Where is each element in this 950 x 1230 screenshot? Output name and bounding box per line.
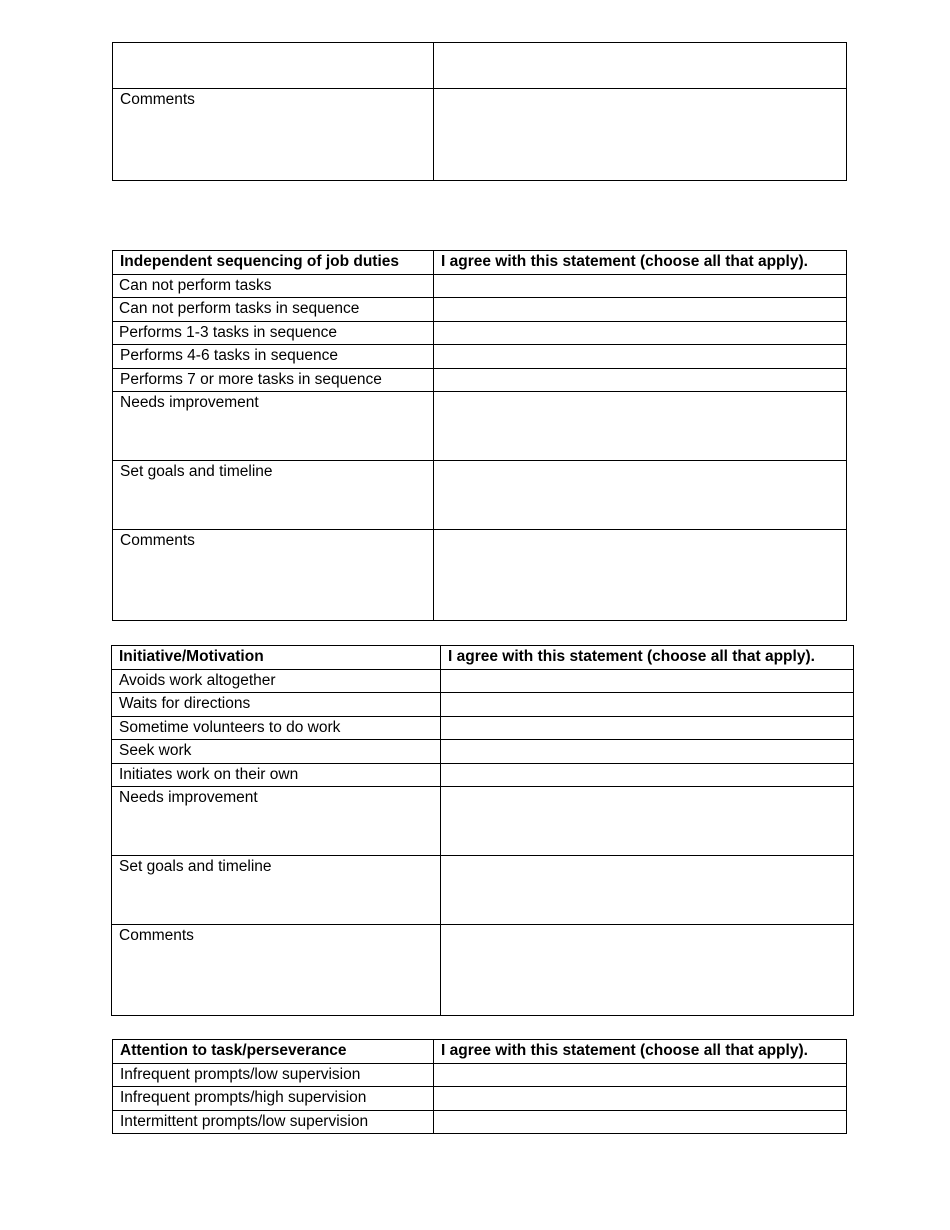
option-checkbox-cell[interactable] [441, 716, 854, 740]
comments-input[interactable] [441, 925, 854, 1016]
option-label: Infrequent prompts/low supervision [113, 1063, 434, 1087]
table-row [113, 298, 847, 322]
option-label: Can not perform tasks [113, 274, 434, 298]
needs-improvement-label: Needs improvement [113, 392, 434, 461]
table-row [113, 1110, 847, 1134]
set-goals-row [112, 856, 854, 925]
option-checkbox-cell[interactable] [434, 1063, 847, 1087]
set-goals-input[interactable] [441, 856, 854, 925]
needs-improvement-input[interactable] [434, 392, 847, 461]
option-checkbox-cell[interactable] [434, 368, 847, 392]
table-row [112, 716, 854, 740]
option-checkbox-cell[interactable] [434, 321, 847, 345]
option-checkbox-cell[interactable] [434, 274, 847, 298]
needs-improvement-label: Needs improvement [112, 787, 441, 856]
option-label: Performs 7 or more tasks in sequence [113, 368, 434, 392]
set-goals-label: Set goals and timeline [113, 461, 434, 530]
option-label: Performs 4-6 tasks in sequence [113, 345, 434, 369]
sequencing-table [112, 250, 847, 621]
comments-label: Comments [113, 530, 434, 621]
option-checkbox-cell[interactable] [441, 669, 854, 693]
table-row [112, 669, 854, 693]
top-section-table [112, 42, 847, 181]
comments-input[interactable] [434, 530, 847, 621]
option-label: Intermittent prompts/low supervision [113, 1110, 434, 1134]
top-comments-input[interactable] [434, 89, 847, 181]
option-checkbox-cell[interactable] [434, 1087, 847, 1111]
table-row [112, 693, 854, 717]
attention-table [112, 1039, 847, 1134]
needs-improvement-row [113, 392, 847, 461]
top-blank-input[interactable] [434, 43, 847, 89]
sequencing-agree-header: I agree with this statement (choose all that apply). [434, 251, 847, 275]
option-checkbox-cell[interactable] [434, 1110, 847, 1134]
table-row [113, 345, 847, 369]
table-row [112, 763, 854, 787]
option-checkbox-cell[interactable] [441, 740, 854, 764]
option-label: Initiates work on their own [112, 763, 441, 787]
initiative-table [111, 645, 854, 1016]
table-row [113, 368, 847, 392]
initiative-title: Initiative/Motivation [112, 646, 441, 670]
set-goals-row [113, 461, 847, 530]
table-row [113, 1063, 847, 1087]
comments-label: Comments [112, 925, 441, 1016]
top-blank-label [113, 43, 434, 89]
option-label: Infrequent prompts/high supervision [113, 1087, 434, 1111]
option-checkbox-cell[interactable] [441, 763, 854, 787]
attention-title: Attention to task/perseverance [113, 1040, 434, 1064]
table-row [113, 274, 847, 298]
sequencing-title: Independent sequencing of job duties [113, 251, 434, 275]
comments-row [112, 925, 854, 1016]
top-comments-row [113, 89, 847, 181]
attention-agree-header: I agree with this statement (choose all that apply). [434, 1040, 847, 1064]
option-label: Seek work [112, 740, 441, 764]
initiative-agree-header: I agree with this statement (choose all that apply). [441, 646, 854, 670]
table-row [112, 740, 854, 764]
table-row [113, 1087, 847, 1111]
needs-improvement-row [112, 787, 854, 856]
option-label: Performs 1-3 tasks in sequence [113, 321, 434, 345]
option-label: Avoids work altogether [112, 669, 441, 693]
top-blank-row [113, 43, 847, 89]
top-comments-label: Comments [113, 89, 434, 181]
set-goals-label: Set goals and timeline [112, 856, 441, 925]
option-label: Waits for directions [112, 693, 441, 717]
needs-improvement-input[interactable] [441, 787, 854, 856]
option-label: Can not perform tasks in sequence [113, 298, 434, 322]
initiative-header-row [112, 646, 854, 670]
option-checkbox-cell[interactable] [441, 693, 854, 717]
option-checkbox-cell[interactable] [434, 345, 847, 369]
option-label: Sometime volunteers to do work [112, 716, 441, 740]
table-row [113, 321, 847, 345]
option-checkbox-cell[interactable] [434, 298, 847, 322]
sequencing-header-row [113, 251, 847, 275]
set-goals-input[interactable] [434, 461, 847, 530]
attention-header-row [113, 1040, 847, 1064]
comments-row [113, 530, 847, 621]
